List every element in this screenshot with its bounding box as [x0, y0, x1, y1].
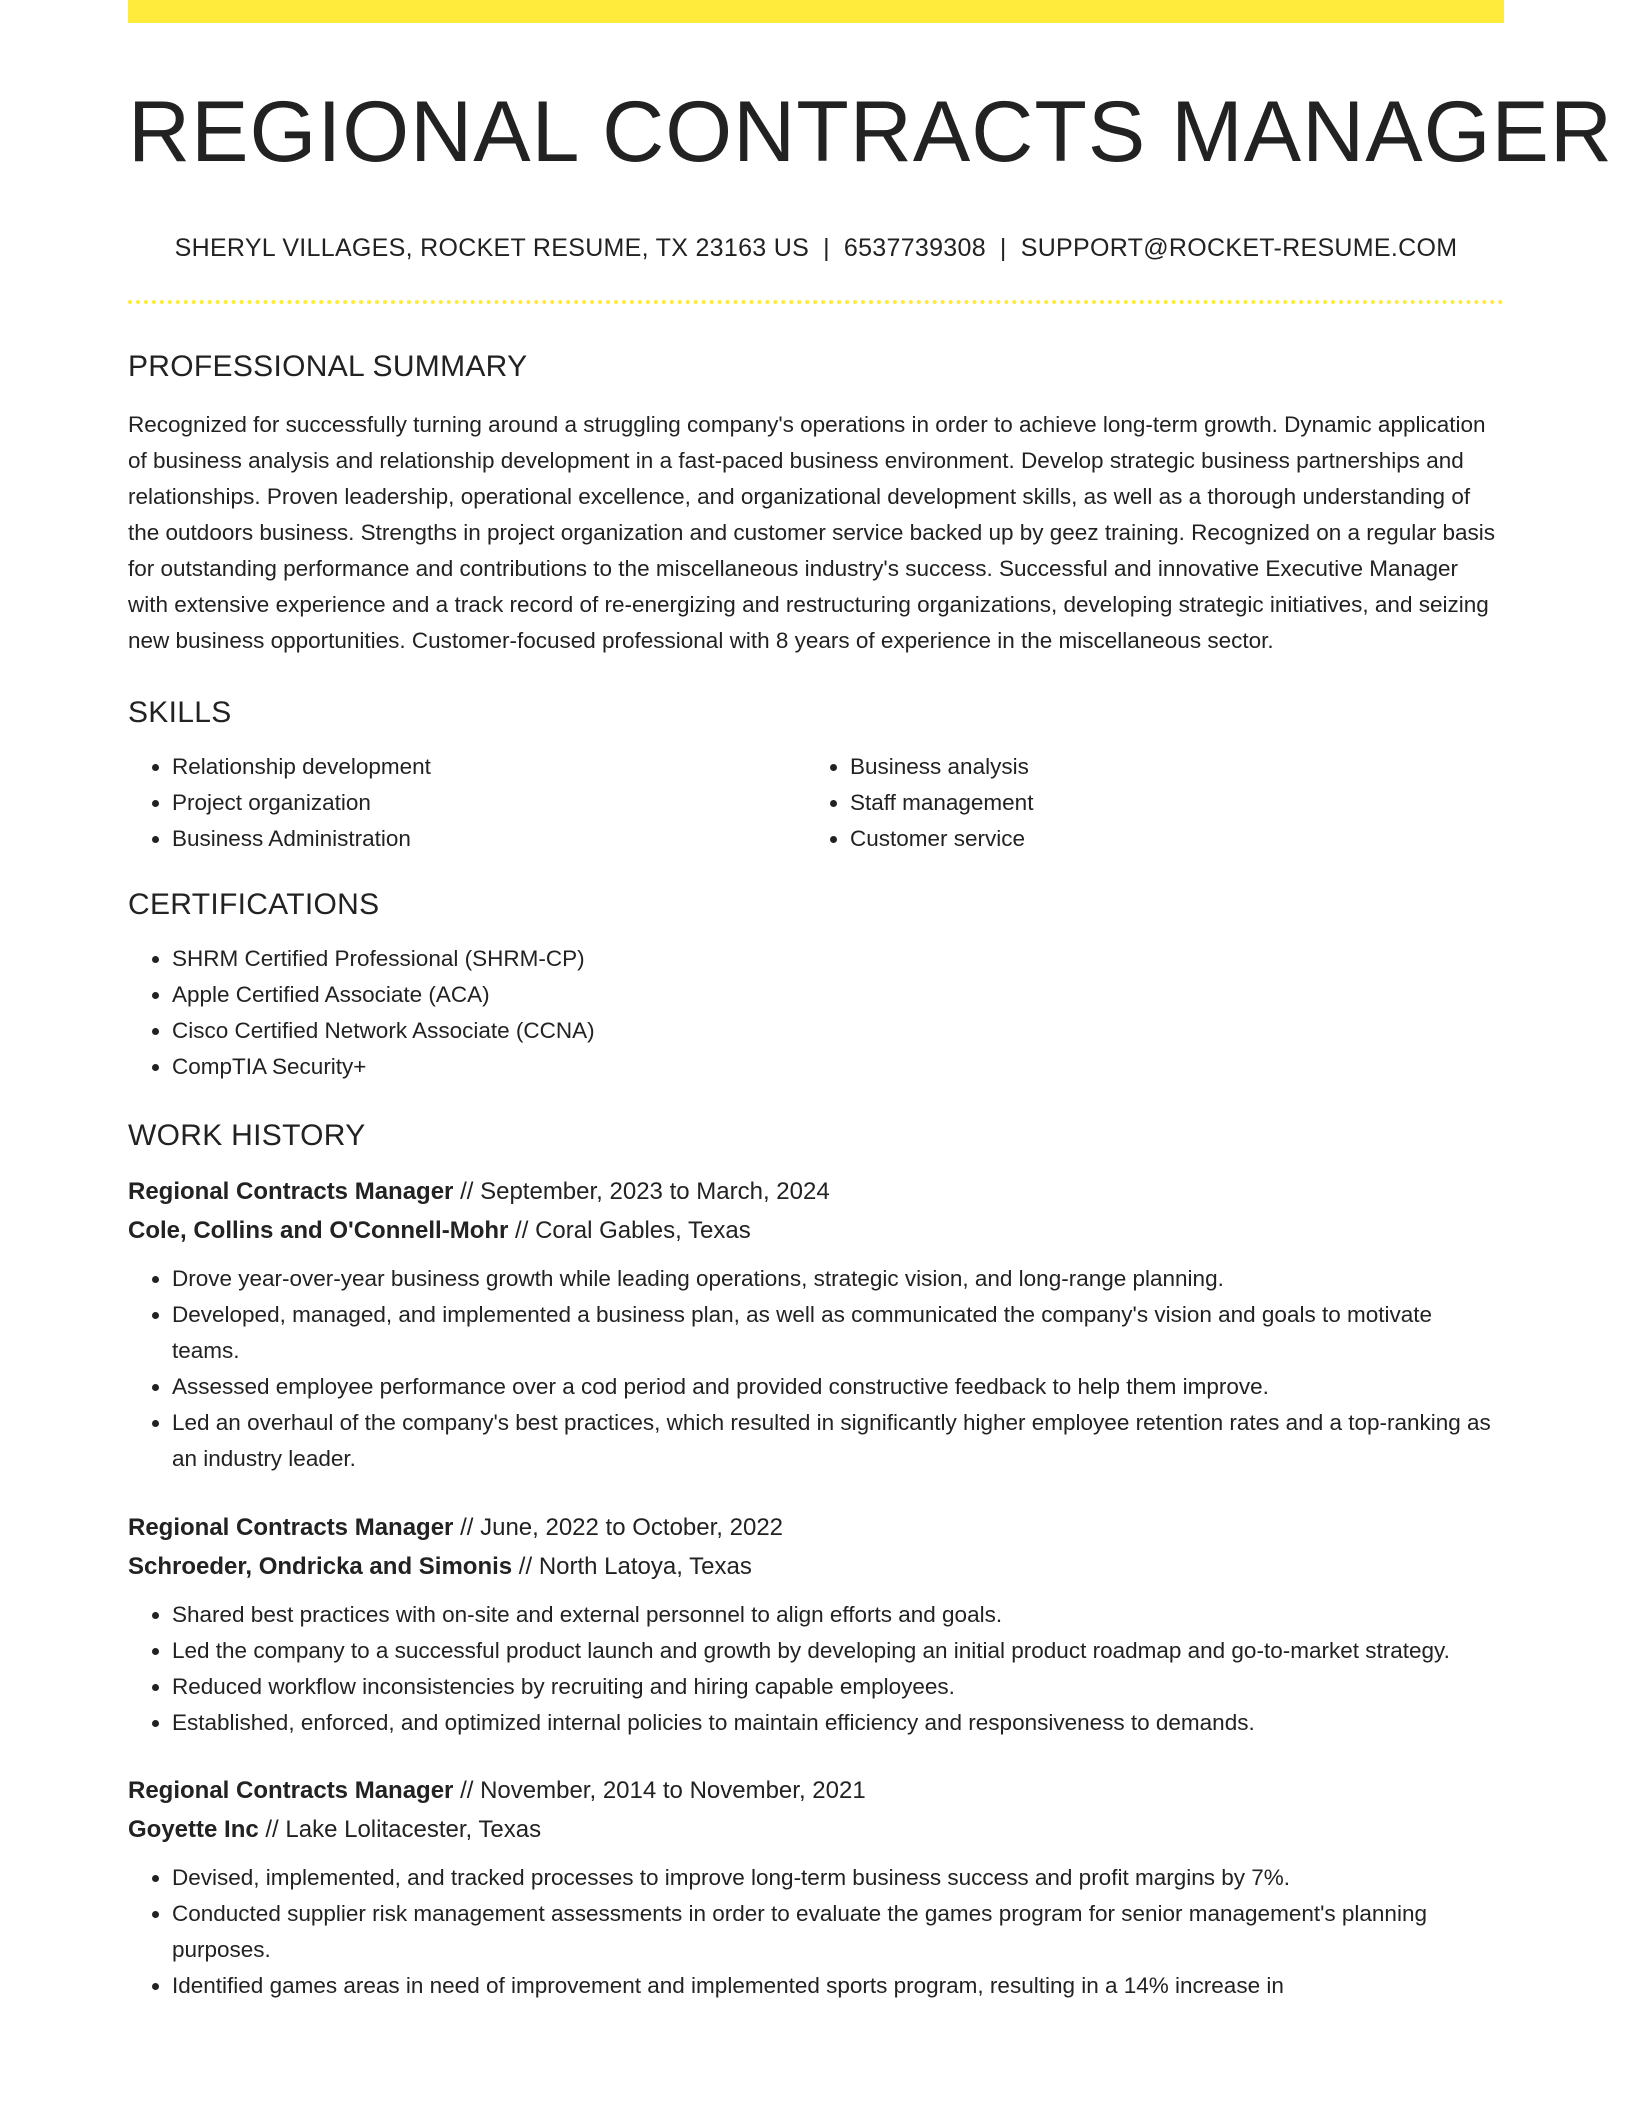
accent-top-bar: [128, 0, 1504, 23]
job-bullets: [128, 1261, 1504, 1477]
contact-phone: 6537739308: [843, 234, 986, 263]
job-end-date: November, 2021: [689, 1777, 866, 1805]
job-divider: //: [460, 1514, 474, 1542]
job-company: Schroeder, Ondricka and Simonis: [128, 1553, 513, 1581]
job-bullets: [128, 1860, 1504, 2004]
job-title-line: [128, 1771, 1504, 1810]
contact-separator: |: [999, 234, 1007, 263]
job-company: Goyette Inc: [128, 1816, 259, 1844]
certification-item: • Apple Certified Associate (ACA): [172, 977, 1504, 1013]
job-title: Regional Contracts Manager: [128, 1777, 454, 1805]
job-divider: //: [518, 1553, 533, 1581]
job-location: Lake Lolitacester, Texas: [285, 1816, 542, 1844]
certifications-heading: CERTIFICATIONS: [128, 888, 380, 922]
job-company-line: [128, 1547, 1504, 1586]
job-title-line: [128, 1172, 1504, 1211]
skill-item: • Project organization: [172, 785, 806, 821]
work-history-heading: WORK HISTORY: [128, 1119, 366, 1153]
job-title: Regional Contracts Manager: [128, 1178, 454, 1206]
job-company-line: [128, 1810, 1504, 1849]
dotted-divider: [128, 300, 1504, 304]
job-end-date: October, 2022: [632, 1514, 784, 1542]
contact-line: [128, 234, 1504, 263]
certification-item: • CompTIA Security+: [172, 1049, 1504, 1085]
job-bullet: • Devised, implemented, and tracked processes to improve long-term business success and profit margins by 7%.: [172, 1860, 1504, 1896]
job-start-date: June, 2022: [480, 1514, 599, 1542]
job-divider: //: [460, 1178, 474, 1206]
job-bullet: • Identified games areas in need of improvement and implemented sports program, resulting in a 14% increase in: [172, 1968, 1504, 2004]
summary-heading: PROFESSIONAL SUMMARY: [128, 350, 528, 384]
job-entry: [128, 1771, 1504, 2004]
job-bullet: • Established, enforced, and optimized internal policies to maintain efficiency and responsiveness to demands.: [172, 1705, 1504, 1741]
job-location: Coral Gables, Texas: [535, 1217, 751, 1245]
job-company-line: [128, 1211, 1504, 1250]
certification-item: • Cisco Certified Network Associate (CCNA): [172, 1013, 1504, 1049]
skill-item: • Relationship development: [172, 749, 806, 785]
skills-heading: SKILLS: [128, 696, 232, 730]
skill-item: • Customer service: [850, 821, 1484, 857]
job-bullet: • Conducted supplier risk management assessments in order to evaluate the games program for senior management's planning purposes.: [172, 1896, 1504, 1968]
certification-item: • SHRM Certified Professional (SHRM-CP): [172, 941, 1504, 977]
job-divider: //: [265, 1816, 279, 1844]
job-bullet: • Assessed employee performance over a cod period and provided constructive feedback to help them improve.: [172, 1369, 1504, 1405]
job-entry: [128, 1172, 1504, 1477]
job-bullets: [128, 1597, 1504, 1741]
job-divider: //: [515, 1217, 529, 1245]
job-divider: //: [460, 1777, 474, 1805]
contact-address: SHERYL VILLAGES, ROCKET RESUME, TX 23163 US: [174, 234, 810, 263]
job-start-date: November, 2014: [480, 1777, 657, 1805]
skill-item: • Business analysis: [850, 749, 1484, 785]
job-bullet: • Drove year-over-year business growth while leading operations, strategic vision, and long-range planning.: [172, 1261, 1504, 1297]
resume-title: REGIONAL CONTRACTS MANAGER: [128, 84, 1613, 180]
job-date-to: to: [662, 1777, 683, 1805]
job-end-date: March, 2024: [696, 1178, 830, 1206]
skills-list-right: [806, 749, 1484, 857]
certifications-list: [128, 941, 1504, 1085]
job-bullet: • Shared best practices with on-site and external personnel to align efforts and goals.: [172, 1597, 1504, 1633]
job-entry: [128, 1508, 1504, 1741]
job-start-date: September, 2023: [480, 1178, 663, 1206]
job-date-to: to: [669, 1178, 690, 1206]
resume-page: [128, 0, 1613, 2004]
job-bullet: • Led the company to a successful product launch and growth by developing an initial product roadmap and go-to-market strategy.: [172, 1633, 1504, 1669]
summary-text: Recognized for successfully turning around a struggling company's operations in order to achieve long-term growth. Dynamic application of business analysis and relationship development in a fast-paced business environment. Develop strategic business partnerships and relationships. Proven leadership, operational excellence, and organizational development skills, as well as a thorough understanding of the outdoors business. Strengths in project organization and customer service backed up by geez training. Recognized on a regular basis for outstanding performance and contributions to the miscellaneous industry's success. Successful and innovative Executive Manager with extensive experience and a track record of re-energizing and restructuring organizations, developing strategic initiatives, and seizing new business opportunities. Customer-focused professional with 8 years of experience in the miscellaneous sector.: [128, 412, 1496, 654]
skill-item: • Business Administration: [172, 821, 806, 857]
job-title-line: [128, 1508, 1504, 1547]
job-company: Cole, Collins and O'Connell-Mohr: [128, 1217, 509, 1245]
job-bullet: • Developed, managed, and implemented a business plan, as well as communicated the company's vision and goals to motivate teams.: [172, 1297, 1504, 1369]
job-date-to: to: [605, 1514, 626, 1542]
skill-item: • Staff management: [850, 785, 1484, 821]
skills-list-left: [128, 749, 806, 857]
contact-email: SUPPORT@ROCKET-RESUME.COM: [1020, 234, 1458, 263]
skills-grid: [128, 749, 1504, 857]
job-bullet: • Reduced workflow inconsistencies by recruiting and hiring capable employees.: [172, 1669, 1504, 1705]
job-title: Regional Contracts Manager: [128, 1514, 454, 1542]
contact-separator: |: [823, 234, 830, 263]
job-location: North Latoya, Texas: [538, 1553, 752, 1581]
job-bullet: • Led an overhaul of the company's best practices, which resulted in significantly higher employee retention rates and a top-ranking as an industry leader.: [172, 1405, 1504, 1477]
